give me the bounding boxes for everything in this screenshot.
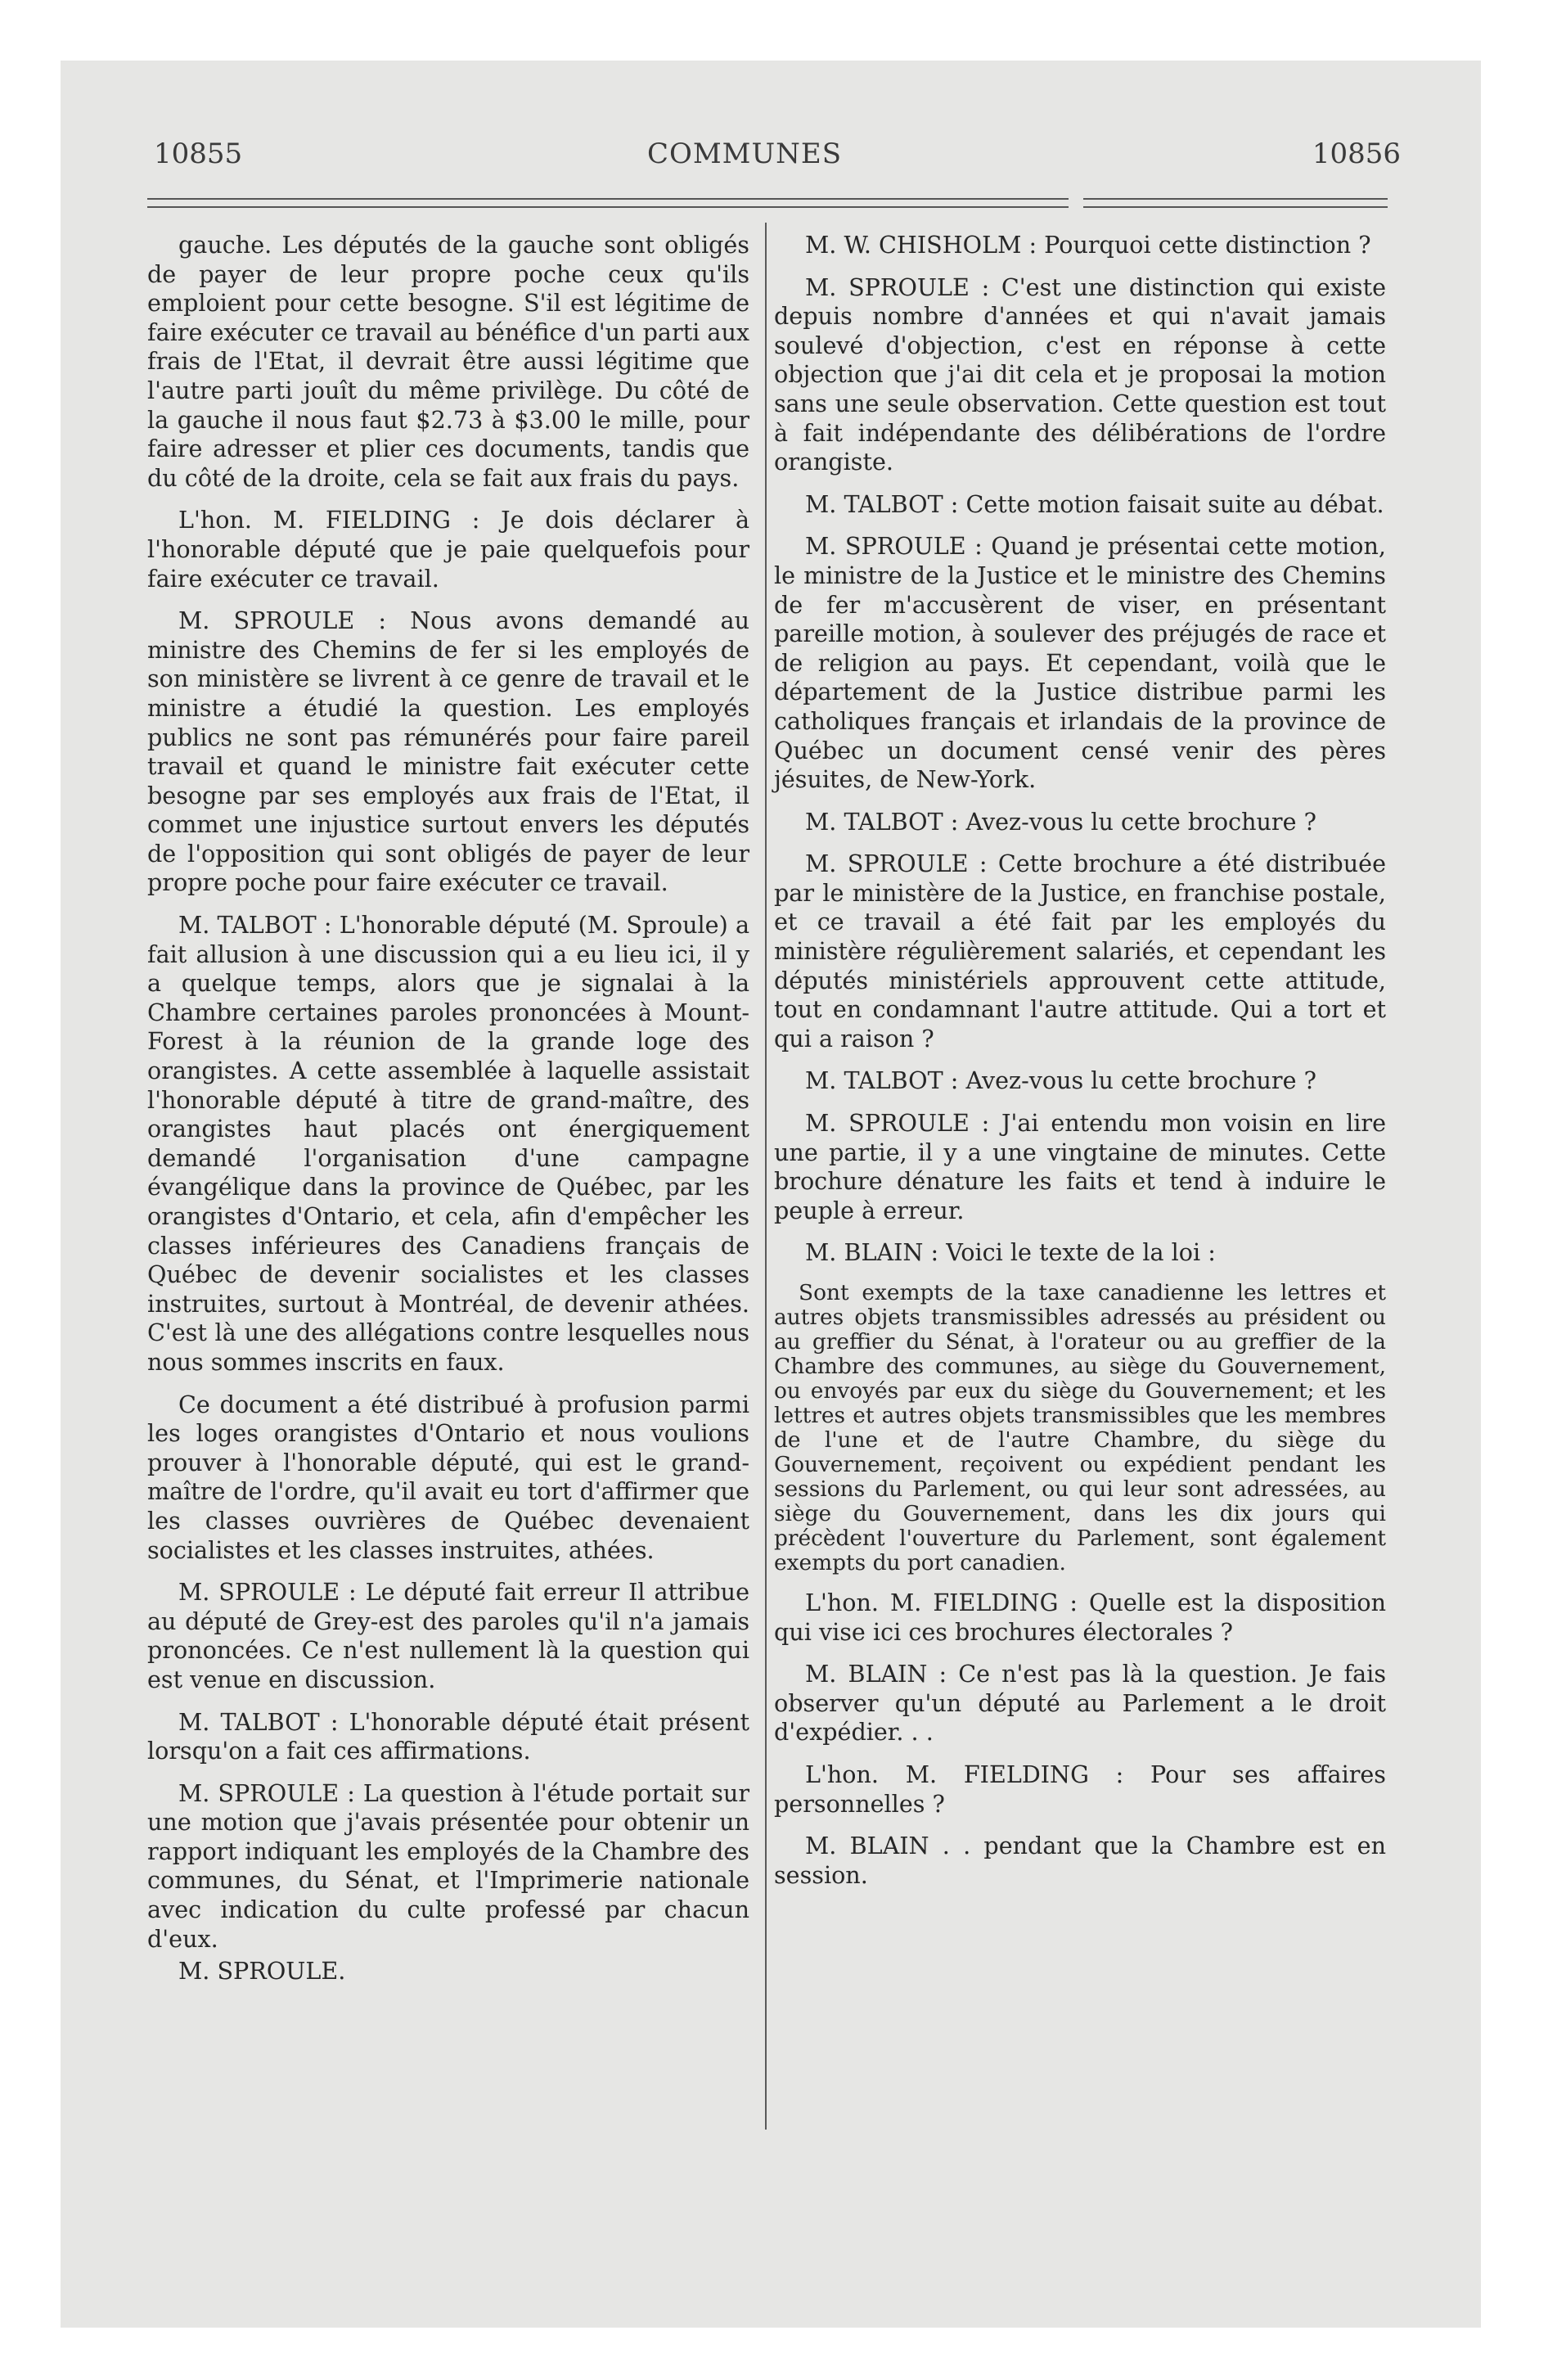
paragraph: M. SPROULE : J'ai entendu mon voisin en lire une partie, il y a une vingtaine de minutes. Cette brochure dénature les faits et tend à induire le peuple à erreur.	[774, 1109, 1386, 1224]
paragraph: M. SPROULE : C'est une distinction qui existe depuis nombre d'années et qui n'avait jamais soulevé d'objection, c'est en réponse à cette objection que j'ai dit cela et je proposai la motion sans une seule observation. Cette question est tout à fait indépendante des délibérations de l'ordre orangiste.	[774, 273, 1386, 476]
paragraph: M. TALBOT : L'honorable député était présent lorsqu'on a fait ces affirmations.	[147, 1707, 749, 1765]
paragraph: M. SPROULE : Nous avons demandé au ministre des Chemins de fer si les employés de son ministère se livrent à ce genre de travail et le ministre a étudié la question. Les employés publics ne sont pas rémunérés pour faire pareil travail et quand le ministre fait exécuter cette besogne par ses employés aux frais de l'Etat, il commet une injustice surtout envers les députés de l'opposition qui sont obligés de payer de leur propre poche pour faire exécuter ce travail.	[147, 606, 749, 897]
right-column	[774, 231, 1386, 1890]
paragraph: M. SPROULE : Le député fait erreur Il attribue au député de Grey-est des paroles qu'il n'a jamais prononcées. Ce n'est nullement là la question qui est venue en discussion.	[147, 1578, 749, 1693]
paragraph: Ce document a été distribué à profusion parmi les loges orangistes d'Ontario et nous voulions prouver à l'honorable député, qui est le grand-maître de l'ordre, qu'il avait eu tort d'affirmer que les classes ouvrières de Québec devenaient socialistes et les classes instruites, athées.	[147, 1390, 749, 1564]
header-rule-right	[1083, 198, 1388, 208]
page-title: COMMUNES	[646, 137, 843, 170]
paragraph: M. BLAIN . . pendant que la Chambre est en session.	[774, 1832, 1386, 1889]
paragraph: M. TALBOT : Cette motion faisait suite au débat.	[805, 489, 1384, 518]
paragraph: M. SPROULE : La question à l'étude portait sur une motion que j'avais présentée pour obtenir un rapport indiquant les employés de la Chambre des communes, du Sénat, et l'Imprimerie nationale avec indication du culte professé par chacun d'eux.	[147, 1778, 749, 1953]
paragraph: gauche. Les députés de la gauche sont obligés de payer de leur propre poche ceux qu'ils emploient pour cette besogne. S'il est légitime de faire exécuter ce travail au bénéfice d'un parti aux frais de l'Etat, il devrait être aussi légitime que l'autre parti jouît du même privilège. Du côté de la gauche il nous faut $2.73 à $3.00 le mille, pour faire adresser et plier ces documents, tandis que du côté de la droite, cela se fait aux frais du pays.	[147, 231, 749, 492]
paragraph: M. BLAIN : Ce n'est pas là la question. Je fais observer qu'un député au Parlement a le droit d'expédier. . .	[774, 1660, 1386, 1747]
paragraph: L'hon. M. FIELDING : Je dois déclarer à l'honorable député que je paie quelquefois pour faire exécuter ce travail.	[147, 506, 749, 593]
paragraph: M. W. CHISHOLM : Pourquoi cette distinction ?	[805, 231, 1371, 259]
quoted-law-text: Sont exempts de la taxe canadienne les lettres et autres objets transmissibles adressés au président ou au greffier du Sénat, à l'orateur ou au greffier de la Chambre des communes, au siège du Gouvernement, ou envoyés par eux du siège du Gouvernement; et les lettres et autres objets transmissibles que les membres de l'une et de l'autre Chambre, du siège du Gouvernement, reçoivent ou expédient pendant les sessions du Parlement, ou qui leur sont adressées, au siège du Gouvernement, dans les dix jours qui précèdent l'ouverture du Parlement, sont également exempts du port canadien.	[774, 1280, 1386, 1575]
paragraph: M. TALBOT : Avez-vous lu cette brochure ?	[805, 1066, 1316, 1095]
paragraph: L'hon. M. FIELDING : Pour ses affaires personnelles ?	[774, 1760, 1386, 1818]
page-number-right: 10856	[1312, 137, 1401, 170]
paragraph: M. SPROULE : Quand je présentai cette motion, le ministre de la Justice et le ministre des Chemins de fer m'accusèrent de viser, en présentant pareille motion, à soulever des préjugés de race et de religion au pays. Et cependant, voilà que le département de la Justice distribue parmi les catholiques français et irlandais de la province de Québec un document censé venir des pères jésuites, de New-York.	[774, 532, 1386, 794]
column-divider	[765, 223, 767, 2130]
paragraph: M. TALBOT : L'honorable député (M. Sproule) a fait allusion à une discussion qui a eu lieu ici, il y a quelque temps, alors que je signalai à la Chambre certaines paroles prononcées à Mount-Forest à la réunion de la grande loge des orangistes. A cette assemblée à laquelle assistait l'honorable député à titre de grand-maître, des orangistes haut placés ont énergiquement demandé l'organisation d'une campagne évangélique dans la province de Québec, par les orangistes d'Ontario, et cela, afin d'empêcher les classes inférieures des Canadiens français de Québec de devenir socialistes et les classes instruites, surtout à Montréal, de devenir athées. C'est là une des allégations contre lesquelles nous nous sommes inscrits en faux.	[147, 911, 749, 1376]
header-rule-left	[147, 198, 1069, 208]
paragraph: M. TALBOT : Avez-vous lu cette brochure ?	[805, 807, 1316, 836]
paragraph: L'hon. M. FIELDING : Quelle est la disposition qui vise ici ces brochures électorales ?	[774, 1589, 1386, 1646]
paragraph: M. BLAIN : Voici le texte de la loi :	[805, 1238, 1216, 1267]
paragraph: M. SPROULE : Cette brochure a été distribuée par le ministère de la Justice, en franchise postale, et ce travail a été fait par les employés du ministère régulièrement salariés, et cependant les députés ministériels approuvent cette attitude, tout en condamnant l'autre attitude. Qui a tort et qui a raison ?	[774, 850, 1386, 1053]
left-column	[147, 231, 749, 1986]
paragraph: M. SPROULE.	[178, 1957, 346, 1986]
page-header	[88, 137, 1401, 178]
page-number-left: 10855	[154, 137, 243, 170]
